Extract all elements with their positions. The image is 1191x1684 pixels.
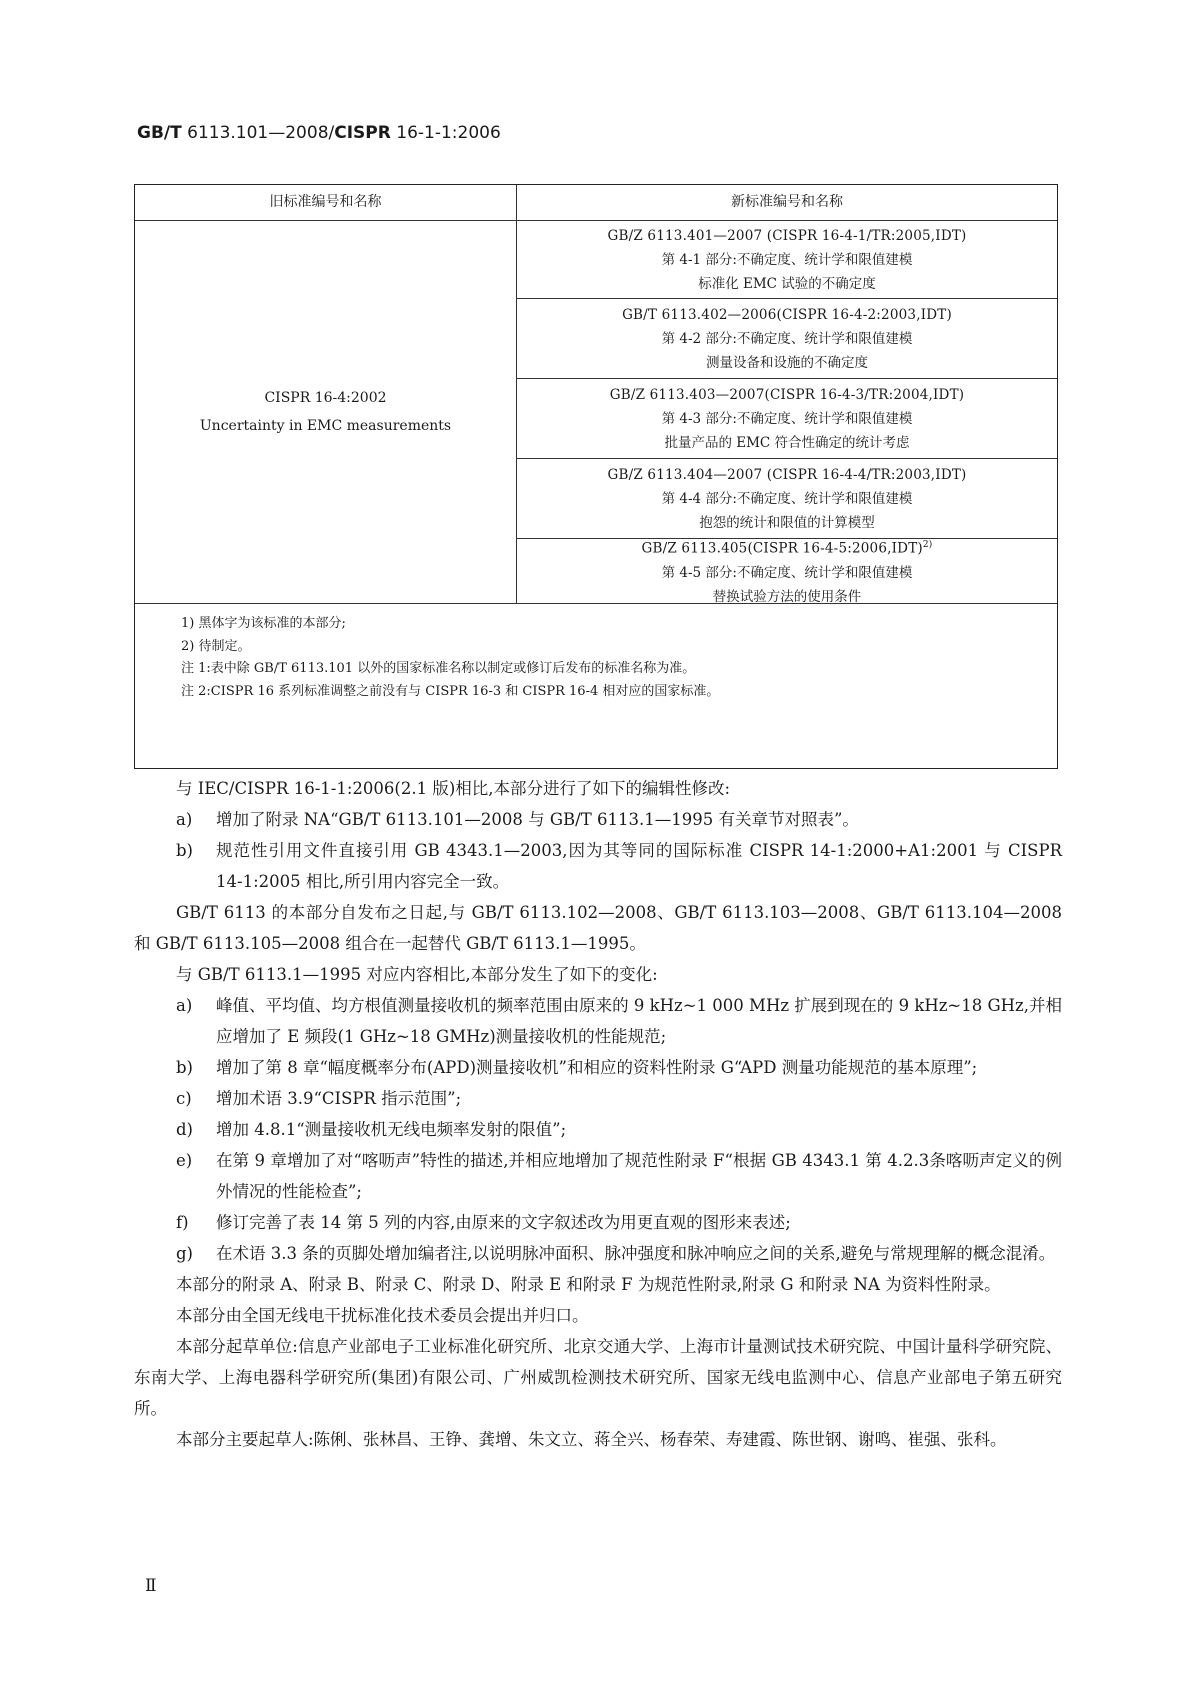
list-item xyxy=(134,1083,1062,1114)
list-item xyxy=(134,835,1062,897)
item-text: 增加了附录 NA“GB/T 6113.101—2008 与 GB/T 6113.1—1995 有关章节对照表”。 xyxy=(216,810,859,829)
item-label: b) xyxy=(176,841,193,860)
standards-table xyxy=(134,184,1058,769)
item-text: 修订完善了表 14 第 5 列的内容,由原来的文字叙述改为用更直观的图形来表述; xyxy=(216,1213,791,1232)
item-label: d) xyxy=(176,1120,193,1139)
paragraph: 本部分的附录 A、附录 B、附录 C、附录 D、附录 E 和附录 F 为规范性附录,附录 G 和附录 NA 为资料性附录。 xyxy=(176,1275,1001,1294)
row-part: 第 4-5 部分:不确定度、统计学和限值建模 xyxy=(661,564,913,581)
cispr-number: 16-1-1:2006 xyxy=(396,123,501,143)
row-title: 标准化 EMC 试验的不确定度 xyxy=(698,275,876,292)
table-note: 注 1:表中除 GB/T 6113.101 以外的国家标准名称以制定或修订后发布的标准名称为准。 xyxy=(181,661,696,676)
table-row xyxy=(517,459,1057,538)
table-row xyxy=(517,539,1057,603)
row-title: 批量产品的 EMC 符合性确定的统计考虑 xyxy=(664,434,910,451)
list-item xyxy=(134,1145,1062,1207)
page-number: Ⅱ xyxy=(145,1576,157,1596)
table-row xyxy=(517,221,1057,298)
footnote-marker: 2) xyxy=(922,540,933,551)
item-label: a) xyxy=(176,810,193,829)
row-code-text: GB/Z 6113.405(CISPR 16-4-5:2006,IDT) xyxy=(641,540,923,557)
list-item xyxy=(134,804,1062,835)
row-code xyxy=(642,533,933,561)
table-note: 注 2:CISPR 16 系列标准调整之前没有与 CISPR 16-3 和 CISPR 16-4 相对应的国家标准。 xyxy=(181,683,720,699)
row-code: GB/T 6113.402—2006(CISPR 16-4-2:2003,IDT) xyxy=(622,306,952,323)
list-item xyxy=(134,1207,1062,1238)
old-standard-title: Uncertainty in EMC measurements xyxy=(199,417,452,434)
row-part: 第 4-2 部分:不确定度、统计学和限值建模 xyxy=(661,330,913,347)
item-label: b) xyxy=(176,1058,193,1077)
table-row xyxy=(517,299,1057,378)
body-text xyxy=(134,773,1062,1455)
paragraph: 与 IEC/CISPR 16-1-1:2006(2.1 版)相比,本部分进行了如下的编辑性修改: xyxy=(176,779,731,798)
item-text: 增加了第 8 章“幅度概率分布(APD)测量接收机”和相应的资料性附录 G“APD 测量功能规范的基本原理”; xyxy=(216,1058,978,1077)
item-text: 规范性引用文件直接引用 GB 4343.1—2003,因为其等同的国际标准 CISPR 14-1:2000+A1:2001 与 CISPR 14-1:2005 相比,所引用内容完全一致。 xyxy=(216,841,1062,891)
item-label: a) xyxy=(176,996,193,1015)
row-title: 测量设备和设施的不确定度 xyxy=(706,354,868,371)
row-part: 第 4-3 部分:不确定度、统计学和限值建模 xyxy=(661,410,913,427)
item-label: c) xyxy=(176,1089,192,1108)
cispr-label: CISPR xyxy=(334,123,391,143)
list-item xyxy=(134,1052,1062,1083)
row-code: GB/Z 6113.401—2007 (CISPR 16-4-1/TR:2005,IDT) xyxy=(607,227,967,244)
row-title: 替换试验方法的使用条件 xyxy=(712,588,862,605)
table-note: 1) 黑体字为该标准的本部分; xyxy=(181,616,346,631)
row-code: GB/Z 6113.404—2007 (CISPR 16-4-4/TR:2003,IDT) xyxy=(607,466,967,483)
col-header-new: 新标准编号和名称 xyxy=(731,194,843,210)
std-prefix: GB/T xyxy=(137,123,182,143)
table-row xyxy=(517,379,1057,458)
item-text: 增加 4.8.1“测量接收机无线电频率发射的限值”; xyxy=(216,1120,567,1139)
paragraph: 本部分主要起草人:陈俐、张林昌、王铮、龚增、朱文立、蒋全兴、杨春荣、寿建霞、陈世钢、谢鸣、崔强、张科。 xyxy=(176,1430,1007,1449)
list-item xyxy=(134,990,1062,1052)
std-number: 6113.101—2008/ xyxy=(187,123,335,143)
paragraph: 本部分起草单位:信息产业部电子工业标准化研究所、北京交通大学、上海市计量测试技术研究院、中国计量科学研究院、东南大学、上海电器科学研究所(集团)有限公司、广州威凯检测技术研究所、国家无线电监测中心、信息产业部电子第五研究所。 xyxy=(134,1337,1062,1418)
document-header xyxy=(137,123,501,143)
row-part: 第 4-4 部分:不确定度、统计学和限值建模 xyxy=(661,490,913,507)
item-label: g) xyxy=(176,1244,193,1263)
table-notes xyxy=(181,613,719,703)
paragraph: 与 GB/T 6113.1—1995 对应内容相比,本部分发生了如下的变化: xyxy=(176,965,658,984)
item-text: 增加术语 3.9“CISPR 指示范围”; xyxy=(216,1089,462,1108)
item-label: e) xyxy=(176,1151,193,1170)
list-item xyxy=(134,1238,1062,1269)
old-standard-cell xyxy=(135,220,516,603)
row-code: GB/Z 6113.403—2007(CISPR 16-4-3/TR:2004,IDT) xyxy=(609,386,965,403)
item-text: 在术语 3.3 条的页脚处增加编者注,以说明脉冲面积、脉冲强度和脉冲响应之间的关系,避免与常规理解的概念混淆。 xyxy=(216,1244,1056,1263)
row-part: 第 4-1 部分:不确定度、统计学和限值建模 xyxy=(661,251,913,268)
item-label: f) xyxy=(176,1213,189,1232)
row-title: 抱怨的统计和限值的计算模型 xyxy=(699,514,875,531)
paragraph: 本部分由全国无线电干扰标准化技术委员会提出并归口。 xyxy=(176,1306,589,1325)
old-standard-code: CISPR 16-4:2002 xyxy=(264,389,387,406)
item-text: 峰值、平均值、均方根值测量接收机的频率范围由原来的 9 kHz~1 000 MHz 扩展到现在的 9 kHz~18 GHz,并相应增加了 E 频段(1 GHz~18 GMHz)测量接收机的性能规范; xyxy=(216,996,1062,1046)
paragraph: GB/T 6113 的本部分自发布之日起,与 GB/T 6113.102—2008、GB/T 6113.103—2008、GB/T 6113.104—2008 和 GB/T 6113.105—2008 组合在一起替代 GB/T 6113.1—1995。 xyxy=(134,903,1062,953)
notes-divider xyxy=(135,603,1057,604)
list-item xyxy=(134,1114,1062,1145)
table-note: 2) 待制定。 xyxy=(181,638,251,654)
col-header-old: 旧标准编号和名称 xyxy=(269,194,382,210)
item-text: 在第 9 章增加了对“喀呖声”特性的描述,并相应地增加了规范性附录 F“根据 GB 4343.1 第 4.2.3条喀呖声定义的例外情况的性能检查”; xyxy=(216,1151,1062,1201)
